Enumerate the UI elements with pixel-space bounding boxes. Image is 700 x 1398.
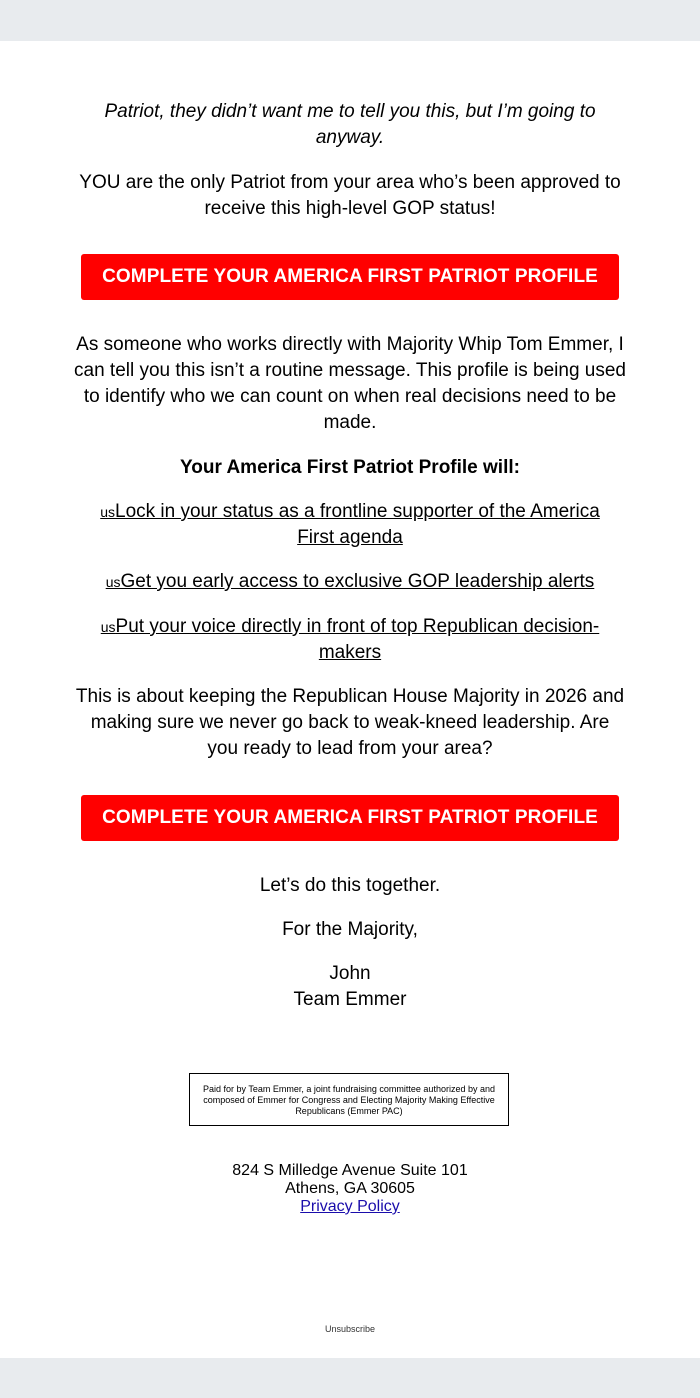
complete-profile-button-bottom[interactable]: COMPLETE YOUR AMERICA FIRST PATRIOT PROFILE xyxy=(81,795,619,841)
privacy-policy-link[interactable]: Privacy Policy xyxy=(300,1198,400,1215)
email-body xyxy=(0,41,700,1358)
approval-text: YOU are the only Patriot from your area who’s been approved to receive this high-level GOP status! xyxy=(79,172,621,219)
list-item-text: Lock in your status as a frontline supporter of the America First agenda xyxy=(115,501,600,548)
us-flag-icon: us xyxy=(100,619,116,635)
bottom-margin xyxy=(0,1358,700,1398)
list-item[interactable] xyxy=(86,614,614,666)
mailing-address xyxy=(150,1162,550,1216)
unsubscribe-link[interactable]: Unsubscribe xyxy=(324,1324,376,1334)
list-item-text: Put your voice directly in front of top Republican decision-makers xyxy=(115,616,600,663)
body-paragraph-2 xyxy=(74,684,626,762)
closing-line-2 xyxy=(74,917,626,943)
us-flag-icon: us xyxy=(105,574,121,590)
address-line-2: Athens, GA 30605 xyxy=(285,1180,415,1197)
list-heading xyxy=(74,455,626,481)
closing-line-2-text: For the Majority, xyxy=(282,919,418,940)
paid-for-disclaimer xyxy=(189,1073,509,1126)
address-line-1: 824 S Milledge Avenue Suite 101 xyxy=(232,1162,468,1179)
paragraph-1-text: As someone who works directly with Majority Whip Tom Emmer, I can tell you this isn’t a routine message. This profile is being used to identify who we can count on when real decisions need to be made. xyxy=(74,334,627,433)
list-item-link-2[interactable] xyxy=(106,571,595,592)
top-margin xyxy=(0,0,700,41)
disclaimer-text: Paid for by Team Emmer, a joint fundraising committee authorized by and composed of Emmer for Congress and Electing Majority Making Effective Republicans (Emmer PAC) xyxy=(203,1084,495,1116)
body-paragraph-1 xyxy=(74,332,626,436)
signature-team: Team Emmer xyxy=(293,989,407,1010)
paragraph-2-text: This is about keeping the Republican House Majority in 2026 and making sure we never go back to weak-kneed leadership. Are you ready to lead from your area? xyxy=(75,686,625,759)
closing-line-1 xyxy=(74,873,626,899)
signature-name: John xyxy=(329,963,371,984)
list-heading-text: Your America First Patriot Profile will: xyxy=(180,457,520,478)
list-item[interactable] xyxy=(86,499,614,551)
list-item-link-3[interactable] xyxy=(101,616,600,663)
signature xyxy=(74,961,626,1013)
list-item[interactable] xyxy=(74,569,626,595)
us-flag-icon: us xyxy=(100,504,116,520)
closing-line-1-text: Let’s do this together. xyxy=(259,875,441,896)
intro-greeting xyxy=(74,99,626,151)
intro-approval xyxy=(70,170,630,222)
complete-profile-button-top[interactable]: COMPLETE YOUR AMERICA FIRST PATRIOT PROFILE xyxy=(81,254,619,300)
greeting-text: Patriot, they didn’t want me to tell you this, but I’m going to anyway. xyxy=(104,101,596,148)
list-item-link-1[interactable] xyxy=(100,501,600,548)
list-item-text: Get you early access to exclusive GOP leadership alerts xyxy=(120,571,595,592)
